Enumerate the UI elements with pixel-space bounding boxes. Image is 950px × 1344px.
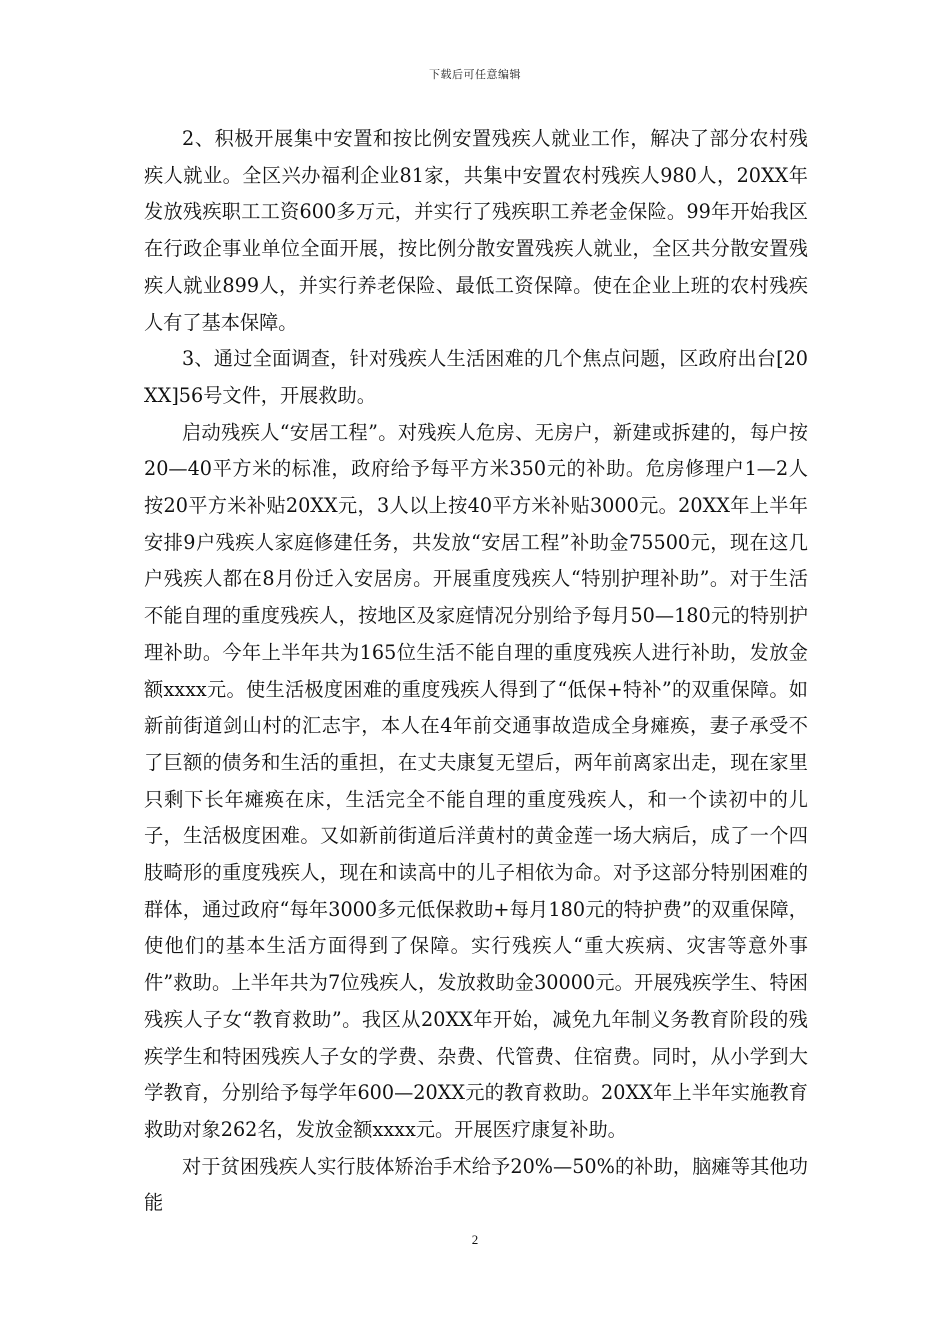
page-header: 下载后可任意编辑: [429, 68, 521, 81]
page-number: 2: [471, 1232, 479, 1247]
paragraph-employment: 2、积极开展集中安置和按比例安置残疾人就业工作，解决了部分农村残疾人就业。全区兴办福利企业81家，共集中安置农村残疾人980人，20XX年发放残疾职工工资600多万元，并实行了残疾职工养老金保险。99年开始我区在行政企事业单位全面开展，按比例分散安置残疾人就业，全区共分散安置残疾人就业899人，并实行养老保险、最低工资保障。使在企业上班的农村残疾人有了基本保障。: [144, 127, 808, 334]
paragraph-medical-subsidy: 对于贫困残疾人实行肢体矫治手术给予20%—50%的补助，脑瘫等其他功能: [144, 1154, 808, 1215]
paragraph-relief-programs: 启动残疾人“安居工程”。对残疾人危房、无房户，新建或拆建的，每户按20—40平方米的标准，政府给予每平方米350元的补助。危房修理户1—2人按20平方米补贴20XX元，3人以上按40平方米补贴3000元。20XX年上半年安排9户残疾人家庭修建任务，共发放“安居工程”补助金75500元，现在这几户残疾人都在8月份迁入安居房。开展重度残疾人“特别护理补助”。对于生活不能自理的重度残疾人，按地区及家庭情况分别给予每月50—180元的特别护理补助。今年上半年共为165位生活不能自理的重度残疾人进行补助，发放金额xxxx元。使生活极度困难的重度残疾人得到了“低保+特补”的双重保障。如新前街道剑山村的汇志宇，本人在4年前交通事故造成全身瘫痪，妻子承受不了巨额的债务和生活的重担，在丈夫康复无望后，两年前离家出走，现在家里只剩下长年瘫痪在床，生活完全不能自理的重度残疾人，和一个读初中的儿子，生活极度困难。又如新前街道后洋黄村的黄金莲一场大病后，成了一个四肢畸形的重度残疾人，现在和读高中的儿子相依为命。对予这部分特别困难的群体，通过政府“每年3000多元低保救助+每月180元的特护费”的双重保障，使他们的基本生活方面得到了保障。实行残疾人“重大疾病、灾害等意外事件”救助。上半年共为7位残疾人，发放救助金30000元。开展残疾学生、特困残疾人子女“教育救助”。我区从20XX年开始，减免九年制义务教育阶段的残疾学生和特困残疾人子女的学费、杂费、代管费、住宿费。同时，从小学到大学教育，分别给予每学年600—20XX元的教育救助。20XX年上半年实施教育救助对象262名，发放金额xxxx元。开展医疗康复补助。: [144, 420, 808, 1141]
document-body: [144, 121, 808, 1222]
paragraph-survey: 3、通过全面调查，针对残疾人生活困难的几个焦点问题，区政府出台[20XX]56号文件，开展救助。: [144, 347, 808, 407]
